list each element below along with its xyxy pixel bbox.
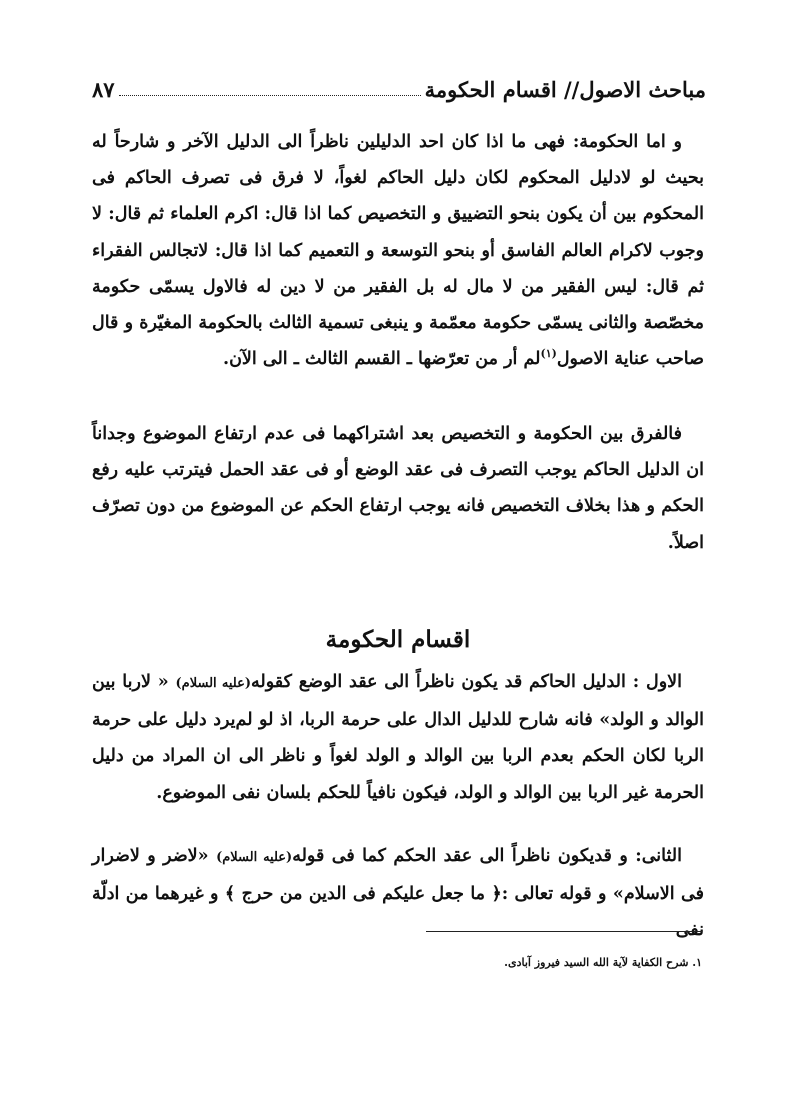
paragraph-second-type	[92, 838, 704, 949]
paragraph-text-part: «لاضر و لاضرار فى الاسلام» و قوله تعالى :﴿ ما جعل عليكم فى الدين من حرج ﴾ و غيرهما من ادلّة نفى	[92, 846, 704, 941]
section-heading: اقسام الحكومة	[325, 626, 471, 653]
footnote-divider	[426, 931, 702, 932]
footnote-reference[interactable]: (١)	[540, 347, 557, 361]
paragraph-text	[92, 124, 704, 377]
honorific-symbol: (عليه السلام)	[175, 676, 252, 691]
header-dot-leader	[119, 94, 421, 96]
footnote: ١. شرح الكفاية لآية الله السيد فيروز آبادى.	[504, 956, 702, 969]
paragraph-text-part: الثانى: و قديكون ناظراً الى عقد الحكم كما فى قوله	[292, 846, 682, 866]
paragraph-text-part: الاول : الدليل الحاكم قد يكون ناظراً الى عقد الوضع كقوله	[251, 672, 682, 692]
paragraph-text-part: و اما الحكومة: فهى ما اذا كان احد الدليلين ناظراً الى الدليل الآخر و شارحاً له بحيث لو لادليل المحكوم لكان دليل الحاكم لغواً، لا فرق فى تصرف الحاكم فى المحكوم بين أن يكون بنحو التضييق و التخصيص كما اذا قال: اكرم العلماء ثم قال: لا وجوب لاكرام العالم الفاسق أو بنحو التوسعة و التعميم كما اذا قال: لاتجالس الفقراء ثم قال: ليس الفقير من لا مال له بل الفقير من لا دين له فالاول يسمّى حكومة مخصّصة والثانى يسمّى حكومة معمّمة و ينبغى تسمية الثالث بالحكومة المغيّرة و قال صاحب عناية الاصول	[92, 132, 704, 370]
paragraph-text-part: لم أر من تعرّضها ـ القسم الثالث ـ الى الآن.	[222, 349, 541, 370]
header-title: مباحث الاصول// اقسام الحكومة	[424, 77, 706, 102]
paragraph-text-part: « لاربا بين الوالد و الولد» فانه شارح للدليل الدال على حرمة الربا، اذ لو لم‌يرد دليل على حرمة الربا لكان الحكم بعدم الربا بين الوالد و الولد لغواً و ناظر الى ان المراد من دليل الحرمة غير الربا بين الوالد و الولد، فيكون نافياً للحكم بلسان نفى الموضوع.	[92, 672, 704, 803]
page-number: ٨٧	[92, 77, 115, 102]
paragraph-text	[92, 838, 704, 949]
honorific-symbol: (عليه السلام)	[216, 850, 293, 865]
paragraph-difference	[92, 416, 704, 561]
paragraph-definition	[92, 124, 704, 377]
paragraph-first-type	[92, 664, 704, 811]
paragraph-text	[92, 664, 704, 811]
running-header	[92, 72, 706, 102]
paragraph-text: فالفرق بين الحكومة و التخصيص بعد اشتراكهما فى عدم ارتفاع الموضوع وجداناً ان الدليل الحاكم يوجب التصرف فى عقد الوضع أو فى عقد الحمل فيترتب عليه رفع الحكم و هذا بخلاف التخصيص فانه يوجب ارتفاع الحكم عن الموضوع من دون تصرّف اصلاً.	[92, 424, 704, 553]
